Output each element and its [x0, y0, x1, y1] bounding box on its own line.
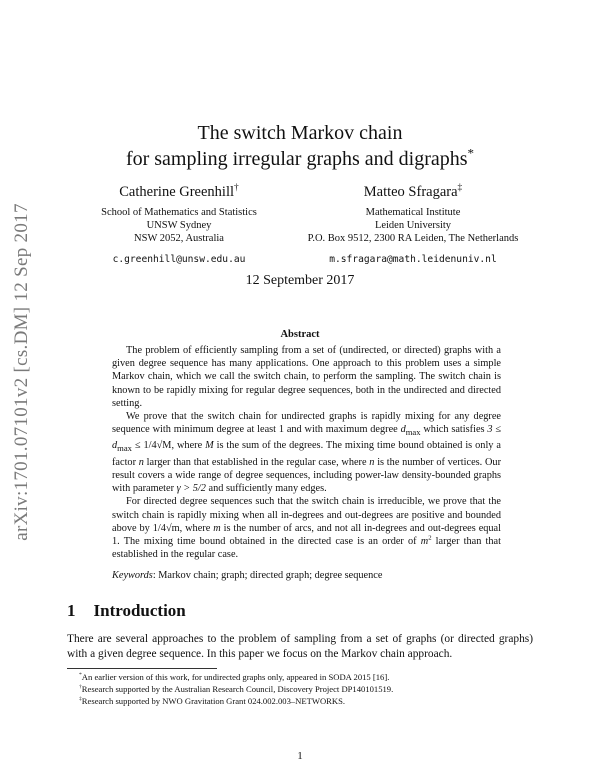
- page-number: 1: [297, 750, 303, 762]
- title-line-2: for sampling irregular graphs and digraphs*: [125, 145, 475, 170]
- abstract-paragraph-1: The problem of efficiently sampling from a set of (undirected, or directed) graphs with a given degree sequence has many applications. One approach to this problem uses a simple Markov chain, which we call the switch chain, to perform the sampling. The switch chain is known to be rapidly mixing for regular degree sequences, both in the undirected and directed setting.: [112, 345, 501, 409]
- paper-date: 12 September 2017: [245, 273, 355, 288]
- intro-paragraph: There are several approaches to the problem of sampling from a set of graphs (or directed graphs) with a given degree sequence. In this paper we focus on the Markov chain approach.: [67, 633, 533, 660]
- author-affiliation-line: NSW 2052, Australia: [134, 233, 224, 245]
- paper-title: [0, 120, 600, 172]
- footnotes: [67, 671, 533, 707]
- author-affiliation-line: UNSW Sydney: [146, 220, 212, 232]
- section-heading: [67, 601, 186, 621]
- author-affiliation-line: School of Mathematics and Statistics: [101, 207, 257, 218]
- author-affiliation-line: Leiden University: [374, 220, 452, 232]
- author-affiliation-line: Mathematical Institute: [365, 207, 461, 218]
- author-name: Matteo Sfragara‡: [363, 183, 463, 200]
- arxiv-stamp-text: arXiv:1701.07101v2 [cs.DM] 12 Sep 2017: [11, 203, 33, 541]
- keywords: [112, 570, 501, 581]
- footnote: *An earlier version of this work, for undirected graphs only, appeared in SODA 2015 [16].: [79, 672, 390, 682]
- author-email: c.greenhill@unsw.edu.au: [112, 253, 246, 265]
- footnote-rule: [67, 668, 217, 669]
- author-name: Catherine Greenhill†: [119, 183, 239, 200]
- title-line-1: The switch Markov chain: [197, 122, 403, 144]
- arxiv-stamp: [8, 182, 36, 562]
- abstract-heading: Abstract: [280, 329, 320, 340]
- author-affiliation-line: P.O. Box 9512, 2300 RA Leiden, The Netherlands: [307, 233, 519, 245]
- title-footnote-mark: *: [467, 145, 475, 161]
- section-number: 1: [67, 601, 76, 620]
- author-block-1: [72, 182, 286, 265]
- abstract-body: [112, 344, 501, 561]
- keywords-list: : Markov chain; graph; directed graph; degree sequence: [152, 570, 383, 581]
- abstract-paragraph-2: We prove that the switch chain for undirected graphs is rapidly mixing for any degree sequence with minimum degree at least 1 and with maximum degree $d_{max}$ which satisfies $3 \le d_{max} \le 1/4√M$, where M is the sum of the degrees. The mixing time bound obtained is only a factor n larger than that established in the regular case, where n is the number of vertices. Our result covers a wide range of degree sequences, including power-law density-bounded graphs with parameter γ > 5/2 and sufficiently many edges.: [112, 411, 502, 495]
- author-email: m.sfragara@math.leidenuniv.nl: [329, 253, 497, 265]
- keywords-label: Keywords: [112, 570, 153, 581]
- section-title: Introduction: [93, 601, 186, 620]
- abstract-paragraph-3: For directed degree sequences such that the switch chain is irreducible, we prove that the switch chain is rapidly mixing when all in-degrees and out-degrees are positive and bounded above by 1/4√m, where m is the number of arcs, and not all in-degrees and out-degrees equal 1. The mixing time bound obtained in the directed case is an order of $m^2$ larger than that established in the regular case.: [112, 496, 501, 561]
- author-block-2: [296, 182, 530, 265]
- footnote: ‡Research supported by NWO Gravitation Grant 024.002.003–NETWORKS.: [79, 696, 346, 706]
- footnote: †Research supported by the Australian Research Council, Discovery Project DP140101519.: [79, 684, 394, 694]
